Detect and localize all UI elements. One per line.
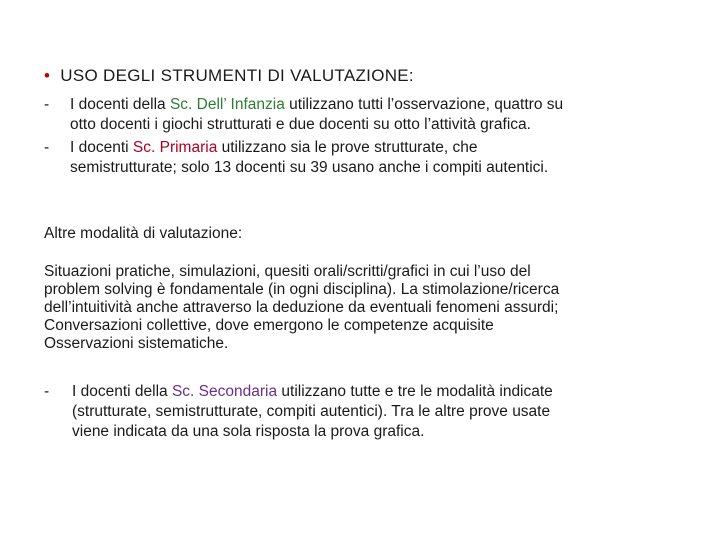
situations-paragraph [44, 263, 684, 353]
list-item-primaria [44, 138, 720, 178]
heading-bullet: • [44, 66, 51, 85]
paragraph-line: dell’intuitività anche attraverso la deduzione da eventuali fenomeni assurdi; [44, 299, 559, 316]
list-item-text [72, 382, 720, 442]
list-dash: - [44, 383, 50, 400]
school-infanzia-label: Sc. Dell’ Infanzia [169, 96, 285, 113]
text-span: I docenti della [72, 383, 172, 400]
list-item-line [70, 138, 720, 158]
school-primaria-label: Sc. Primaria [132, 139, 218, 156]
paragraph-line: Osservazioni sistematiche. [44, 335, 229, 352]
list-item-line: otto docenti i giochi strutturati e due docenti su otto l’attività grafica. [70, 116, 531, 133]
text-span: utilizzano tutte e tre le modalità indicate [277, 383, 553, 400]
list-item-text [70, 138, 720, 178]
list-item-line: viene indicata da una sola risposta la prova grafica. [72, 423, 425, 440]
text-span: utilizzano tutti l’osservazione, quattro su [284, 96, 564, 113]
list-dash: - [44, 139, 50, 156]
other-modes-title: Altre modalità di valutazione: [44, 225, 243, 242]
paragraph-line: problem solving è fondamentale (in ogni disciplina). La stimolazione/ricerca [44, 281, 560, 298]
paragraph-line: Conversazioni collettive, dove emergono le competenze acquisite [44, 317, 494, 334]
paragraph-line: Situazioni pratiche, simulazioni, quesiti orali/scritti/grafici in cui l’uso del [44, 263, 531, 280]
text-span: I docenti della [70, 96, 170, 113]
list-item-line [72, 382, 720, 402]
list-item-line [70, 95, 720, 115]
list-dash: - [44, 96, 50, 113]
list-item-secondaria [44, 382, 720, 442]
list-item-text [70, 95, 720, 135]
list-item-line: semistrutturate; solo 13 docenti su 39 usano anche i compiti autentici. [70, 159, 549, 176]
school-secondaria-label: Sc. Secondaria [171, 383, 278, 400]
section-heading [44, 66, 414, 86]
text-span: utilizzano sia le prove strutturate, che [217, 139, 478, 156]
list-item-infanzia [44, 95, 720, 135]
heading-text: USO DEGLI STRUMENTI DI VALUTAZIONE: [60, 66, 414, 85]
text-span: I docenti [70, 139, 133, 156]
list-item-line: (strutturate, semistrutturate, compiti autentici). Tra le altre prove usate [72, 403, 551, 420]
